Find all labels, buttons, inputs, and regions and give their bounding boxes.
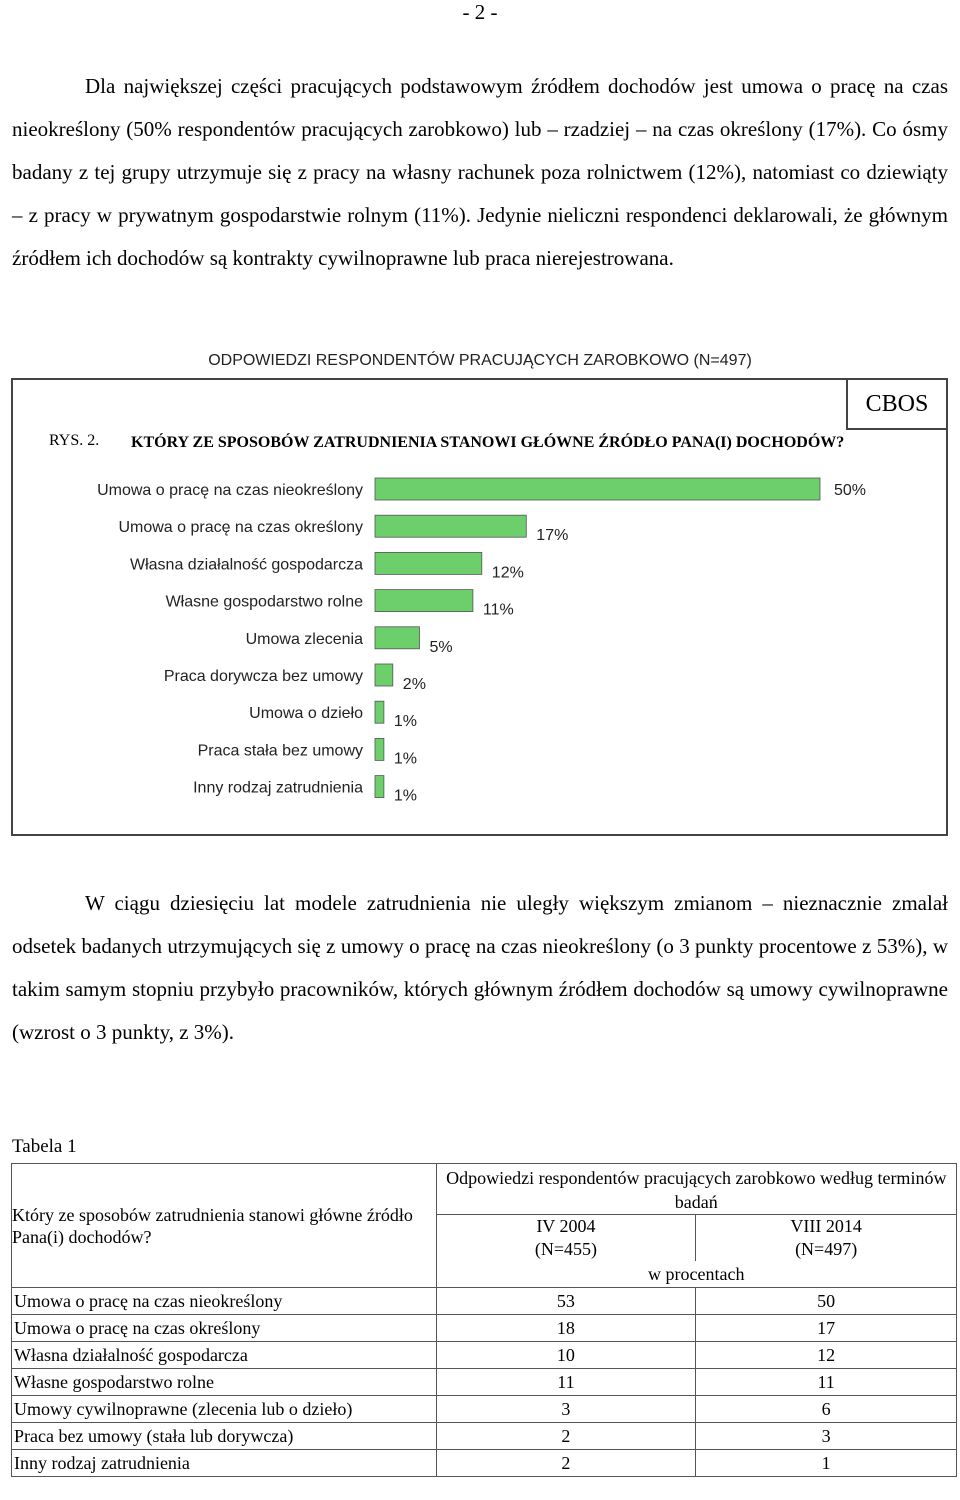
figure-caption: ODPOWIEDZI RESPONDENTÓW PRACUJĄCYCH ZAROBKOWO (N=497) <box>208 352 752 369</box>
table-row <box>12 1396 957 1423</box>
value-label: 12% <box>491 564 524 582</box>
bar <box>375 664 393 686</box>
column-2014-label: VIII 2014 <box>790 1216 862 1236</box>
value-2014: 3 <box>696 1423 957 1450</box>
bar <box>375 776 384 798</box>
figure-frame <box>11 378 948 836</box>
value-2004: 53 <box>436 1288 696 1315</box>
value-2004: 11 <box>436 1369 696 1396</box>
category-label: Praca stała bez umowy <box>197 742 363 760</box>
row-label: Inny rodzaj zatrudnienia <box>12 1450 437 1477</box>
table-row <box>12 1288 957 1315</box>
category-label: Umowa zlecenia <box>245 630 363 648</box>
value-label: 17% <box>536 527 569 545</box>
value-2004: 3 <box>436 1396 696 1423</box>
source-logo-box: CBOS <box>846 378 948 430</box>
unit-header: w procentach <box>436 1261 956 1288</box>
value-2014: 50 <box>696 1288 957 1315</box>
figure-label: RYS. 2. <box>49 432 100 449</box>
category-label: Umowa o dzieło <box>249 705 363 723</box>
comparison-table <box>11 1163 957 1477</box>
row-label: Umowy cywilnoprawne (zlecenia lub o dzieło) <box>12 1396 437 1423</box>
table-title: Tabela 1 <box>12 1136 77 1157</box>
bar <box>375 627 420 649</box>
bar <box>375 552 482 574</box>
value-label: 1% <box>393 713 418 731</box>
category-label: Własne gospodarstwo rolne <box>165 593 363 611</box>
category-label: Umowa o pracę na czas nieokreślony <box>97 482 363 499</box>
value-label: 5% <box>429 638 453 656</box>
value-label: 1% <box>393 787 418 805</box>
table-row <box>12 1315 957 1342</box>
bar <box>375 701 384 723</box>
category-label: Inny rodzaj zatrudnienia <box>193 779 363 797</box>
column-2014-n: (N=497) <box>795 1239 858 1259</box>
row-label: Własna działalność gospodarcza <box>12 1342 437 1369</box>
table-question-header: Który ze sposobów zatrudnienia stanowi główne źródło Pana(i) dochodów? <box>12 1164 437 1288</box>
table-row <box>12 1342 957 1369</box>
table-row <box>12 1450 957 1477</box>
row-label: Własne gospodarstwo rolne <box>12 1369 437 1396</box>
column-header-2014 <box>696 1215 957 1262</box>
row-label: Umowa o pracę na czas nieokreślony <box>12 1288 437 1315</box>
value-2004: 2 <box>436 1423 696 1450</box>
bar <box>375 590 473 612</box>
trend-paragraph: W ciągu dziesięciu lat modele zatrudnienia nie uległy większym zmianom – nieznacznie zmalał odsetek badanych utrzymujących się z umowy o pracę na czas nieokreślony (o 3 punkty procentowe z 53%), w takim samym stopniu przybyło pracowników, których głównym źródłem dochodów są umowy cywilnoprawne (wzrost o 3 punkty, z 3%). <box>12 891 948 1044</box>
value-2004: 2 <box>436 1450 696 1477</box>
value-label: 1% <box>393 750 418 768</box>
table-main-header: Odpowiedzi respondentów pracujących zarobkowo według terminów badań <box>436 1164 956 1215</box>
value-2014: 1 <box>696 1450 957 1477</box>
value-2014: 11 <box>696 1369 957 1396</box>
column-header-2004 <box>436 1215 696 1262</box>
figure-question: KTÓRY ZE SPOSOBÓW ZATRUDNIENIA STANOWI GŁÓWNE ŹRÓDŁO PANA(I) DOCHODÓW? <box>131 434 845 451</box>
value-label: 11% <box>482 601 514 619</box>
bar-chart <box>13 380 948 836</box>
value-label: 50% <box>834 482 867 499</box>
intro-paragraph: Dla największej części pracujących podstawowym źródłem dochodów jest umowa o pracę na czas nieokreślony (50% respondentów pracujących zarobkowo) lub – rzadziej – na czas określony (17%). Co ósmy badany z tej grupy utrzymuje się z pracy na własny rachunek poza rolnictwem (12%), natomiast co dziewiąty – z pracy w prywatnym gospodarstwie rolnym (11%). Jedynie nieliczni respondenci deklarowali, że głównym źródłem ich dochodów są kontrakty cywilnoprawne lub praca nierejestrowana. <box>12 74 948 270</box>
category-label: Własna działalność gospodarcza <box>129 556 363 574</box>
value-label: 2% <box>402 676 426 693</box>
value-2014: 6 <box>696 1396 957 1423</box>
bar <box>375 738 384 760</box>
page-number: - 2 - <box>462 0 498 24</box>
column-2004-label: IV 2004 <box>536 1216 596 1236</box>
table-row <box>12 1369 957 1396</box>
value-2014: 12 <box>696 1342 957 1369</box>
row-label: Umowa o pracę na czas określony <box>12 1315 437 1342</box>
category-label: Umowa o pracę na czas określony <box>118 519 363 537</box>
row-label: Praca bez umowy (stała lub dorywcza) <box>12 1423 437 1450</box>
bar <box>375 478 820 500</box>
value-2014: 17 <box>696 1315 957 1342</box>
value-2004: 18 <box>436 1315 696 1342</box>
table-row <box>12 1423 957 1450</box>
value-2004: 10 <box>436 1342 696 1369</box>
bar <box>375 515 526 537</box>
column-2004-n: (N=455) <box>534 1239 597 1259</box>
table-body <box>12 1288 957 1477</box>
category-label: Praca dorywcza bez umowy <box>163 668 363 685</box>
